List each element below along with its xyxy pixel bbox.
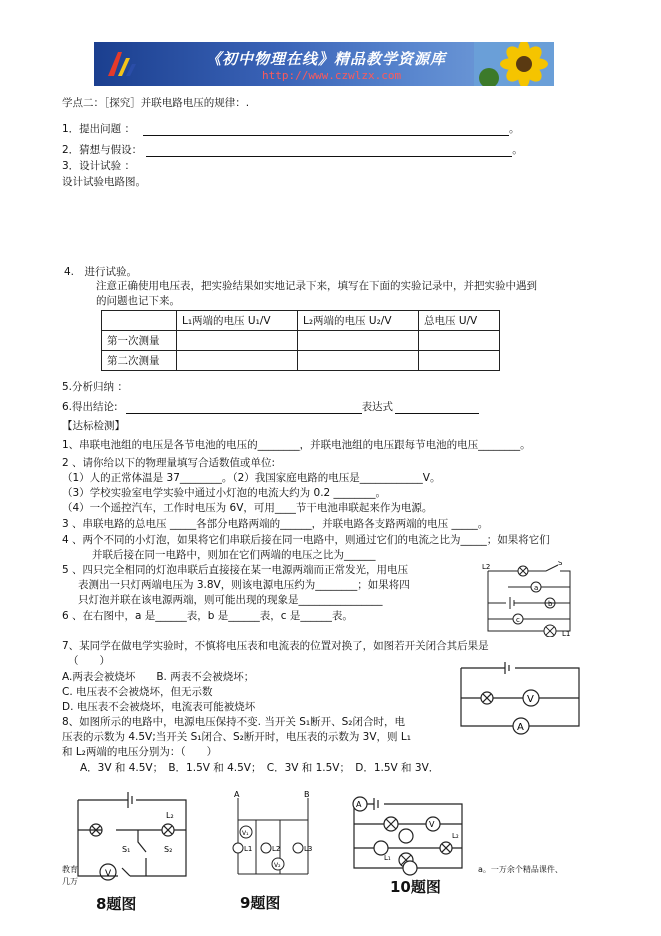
step-3: 3．设计试验 ： [62,160,136,172]
q6-label-a: a [534,584,539,592]
fig9-label-L2: L2 [272,845,281,853]
table-cell[interactable] [298,351,419,371]
q5-line3: 只灯泡并联在该电源两端，则可能出现的现象是________________ [78,594,383,606]
table-cell[interactable] [177,331,298,351]
step-4: 4. 进行试验。 [64,266,138,278]
q5-line2: 表测出一只灯两端电压为 3.8V，则该电源电压约为________；如果将四 [78,579,410,591]
q6-label-c: c [516,616,520,624]
fig9-label-A: A [234,790,240,799]
q7-line1: 7、某同学在做电学实验时，不慎将电压表和电流表的位置对换了，如图若开关闭合其后果是 [62,640,489,652]
record-table [101,310,500,371]
fig9-label-V1: V₁ [242,830,249,837]
fig8-label-V: V [105,869,112,879]
table-cell[interactable] [419,351,500,371]
fig10-label-L2: L₂ [452,832,459,840]
step-6: 6.得出结论: 表达式 [62,399,479,414]
q1: 1、串联电池组的电压是各节电池的电压的________，并联电池组的电压跟每节电池的电压________。 [62,439,531,451]
q2: 2 、请你给以下的物理量填写合适数值或单位: [62,457,276,469]
q7-option-c: C. 电压表不会被烧坏，但无示数 [62,686,213,698]
q2b: （3）学校实验室电学实验中通过小灯泡的电流大约为 0.2 ________。 [62,487,387,499]
q8-line2: 压表的示数为 4.5V;当开关 S₁闭合、S₂断开时，电压表的示数为 3V，则 L₁ [62,731,411,743]
q8-options: A．3V 和 4.5V； B．1.5V 和 4.5V； C．3V 和 1.5V； D．1.5V 和 3V． [80,762,440,774]
table-cell[interactable] [419,331,500,351]
fig10-label-L1: L₁ [384,854,391,862]
q4-line1: 4 、两个不同的小灯泡，如果将它们串联后接在同一电路中，则通过它们的电流之比为_____；如果将它们 [62,534,550,546]
fig9-label-V2: V₂ [274,862,281,869]
step-4-note-line2: 的问题也记下来。 [96,295,180,307]
q2c: （4）一个遥控汽车，工作时电压为 6V，可用____节干电池串联起来作为电源。 [62,502,433,514]
q6-label-L2: L2 [482,563,491,571]
fig8-caption: 8题图 [96,895,137,913]
footer-left-line2: 几万 [62,877,78,886]
fig10-circuit [344,790,468,876]
step-4-note-line1: 注意正确使用电压表，把实验结果如实地记录下来，填写在下面的实验记录中，并把实验中遇到 [96,280,537,292]
q3: 3 、串联电路的总电压 _____各部分电路两端的______，并联电路各支路两端的电压 _____。 [62,518,489,530]
q7-option-a: A.两表会被烧坏 B. 两表不会被烧坏； [62,671,255,683]
step-3-design: 设计试验电路图。 [62,176,146,188]
fig8-circuit [66,788,196,886]
table-header-cell [102,311,177,331]
q2a: （1）人的正常体温是 37________。（2）我国家庭电路的电压是____________V。 [62,472,441,484]
logo-icon [104,48,140,80]
q7-circuit-figure [455,660,585,735]
q6-label-L1: L1 [562,630,571,637]
section-heading: 学点二：［探究］并联电路电压的规律：. [62,97,250,109]
check-title: 【达标检测】 [62,420,125,432]
q5-line1: 5 、四只完全相同的灯泡串联后直接接在某一电源两端而正常发光，用电压 [62,564,409,576]
table-header-cell: 总电压 U/V [419,311,500,331]
q4-line2: 并联后接在同一电路中，则加在它们两端的电压之比为______ [92,549,376,561]
q8-line3: 和 L₂两端的电压分别为：（ ） [62,746,218,758]
q7-ammeter-label: A [517,722,524,733]
step-1: 1．提出问题 ： 。 [62,123,520,135]
banner-title: 《初中物理在线》精品教学资源库 [206,50,447,68]
fig9-label-L3: L3 [304,845,313,853]
table-cell[interactable] [177,351,298,371]
fig10-label-V: V [429,820,435,829]
fig8-label-L2: L₂ [166,811,174,820]
q7-voltmeter-label: V [527,694,534,705]
fig8-label-S1: S₁ [122,845,131,854]
sunflower-icon [474,42,554,86]
q6-label-S: S [558,561,563,567]
table-header-row [102,311,500,331]
table-row-label: 第二次测量 [102,351,177,371]
step-5: 5.分析归纳 ： [62,381,128,393]
banner-url[interactable]: http://www.czwlzx.com [262,69,402,82]
fig10-label-A: A [356,800,362,809]
q7-line2: （ ） [68,655,110,667]
q8-line1: 8、如图所示的电路中，电源电压保持不变. 当开关 S₁断开、S₂闭合时，电 [62,716,405,728]
q7-option-d: D. 电压表不会被烧坏，电流表可能被烧坏 [62,701,256,713]
fig9-label-L1: L1 [244,845,253,853]
q6-label-b: b [548,600,553,608]
q6-circuit-figure [478,561,578,637]
footer-left-line1: 教育 [62,865,78,874]
fig8-label-S2: S₂ [164,845,173,854]
table-header-cell: L₂两端的电压 U₂/V [298,311,419,331]
fig9-label-B: B [304,790,310,799]
fig9-caption: 9题图 [240,894,281,912]
fig10-caption: 10题图 [390,878,441,896]
fig9-circuit [228,790,320,882]
table-row-label: 第一次测量 [102,331,177,351]
footer-right: a。一万余个精品课件、 [478,865,563,874]
table-row [102,351,500,371]
step-2: 2．猜想与假设： 。 [62,144,523,156]
table-header-cell: L₁两端的电压 U₁/V [177,311,298,331]
table-cell[interactable] [298,331,419,351]
q6: 6 、在右图中，a 是______表，b 是______表，c 是______表。 [62,610,353,622]
table-row [102,331,500,351]
header-banner [94,42,554,86]
